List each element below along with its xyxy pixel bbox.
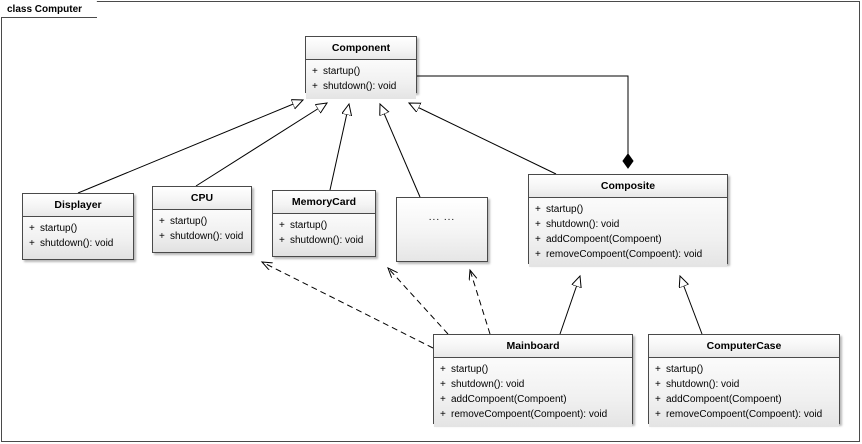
visibility-marker: + <box>29 238 35 249</box>
operation-signature: shutdown(): void <box>290 235 364 246</box>
visibility-marker: + <box>159 216 165 227</box>
class-box-memorycard[interactable] <box>272 190 376 257</box>
operation-signature: addCompoent(Compoent) <box>666 394 782 405</box>
visibility-marker: + <box>159 231 165 242</box>
operation-row <box>153 229 251 244</box>
operation-signature: removeCompoent(Compoent): void <box>546 249 703 260</box>
visibility-marker: + <box>279 220 285 231</box>
visibility-marker: + <box>655 394 661 405</box>
class-operations-displayer <box>23 217 133 256</box>
class-name-displayer: Displayer <box>23 194 133 217</box>
visibility-marker: + <box>535 204 541 215</box>
operation-signature: addCompoent(Compoent) <box>546 234 662 245</box>
operation-signature: startup() <box>546 204 584 215</box>
operation-row <box>23 236 133 251</box>
operation-row <box>529 202 727 217</box>
operation-row <box>153 214 251 229</box>
visibility-marker: + <box>535 249 541 260</box>
operation-signature: startup() <box>323 66 361 77</box>
visibility-marker: + <box>440 394 446 405</box>
class-operations-composite <box>529 198 727 267</box>
operation-signature: shutdown(): void <box>666 379 740 390</box>
operation-row <box>273 218 375 233</box>
operation-signature: startup() <box>666 364 704 375</box>
class-operations-cpu <box>153 210 251 249</box>
operation-signature: startup() <box>451 364 489 375</box>
visibility-marker: + <box>312 66 318 77</box>
ellipsis-label: ... ... <box>428 212 456 223</box>
operation-row <box>273 233 375 248</box>
class-name-memorycard: MemoryCard <box>273 191 375 214</box>
class-operations-memorycard <box>273 214 375 253</box>
operation-signature: shutdown(): void <box>451 379 525 390</box>
operation-row <box>649 377 839 392</box>
class-box-component[interactable] <box>305 36 417 93</box>
visibility-marker: + <box>535 219 541 230</box>
operation-row <box>649 407 839 422</box>
visibility-marker: + <box>655 379 661 390</box>
visibility-marker: + <box>279 235 285 246</box>
operation-row <box>434 362 632 377</box>
diagram-frame-label: class Computer <box>1 1 97 18</box>
class-box-computercase[interactable] <box>648 334 840 424</box>
ellipsis-placeholder-box[interactable] <box>396 197 488 262</box>
class-box-mainboard[interactable] <box>433 334 633 424</box>
operation-row <box>434 377 632 392</box>
visibility-marker: + <box>440 409 446 420</box>
operation-row <box>434 407 632 422</box>
operation-signature: removeCompoent(Compoent): void <box>666 409 823 420</box>
operation-signature: removeCompoent(Compoent): void <box>451 409 608 420</box>
operation-row <box>529 247 727 262</box>
operation-signature: startup() <box>290 220 328 231</box>
class-name-cpu: CPU <box>153 187 251 210</box>
class-name-computercase: ComputerCase <box>649 335 839 358</box>
class-name-composite: Composite <box>529 175 727 198</box>
operation-row <box>306 79 416 94</box>
operation-signature: shutdown(): void <box>170 231 244 242</box>
class-box-cpu[interactable] <box>152 186 252 253</box>
operation-signature: startup() <box>40 223 78 234</box>
visibility-marker: + <box>440 364 446 375</box>
operation-signature: startup() <box>170 216 208 227</box>
visibility-marker: + <box>312 81 318 92</box>
operation-signature: shutdown(): void <box>40 238 114 249</box>
operation-row <box>649 392 839 407</box>
visibility-marker: + <box>535 234 541 245</box>
class-box-composite[interactable] <box>528 174 728 264</box>
class-operations-mainboard <box>434 358 632 427</box>
class-name-component: Component <box>306 37 416 60</box>
operation-signature: shutdown(): void <box>323 81 397 92</box>
operation-row <box>529 217 727 232</box>
class-box-displayer[interactable] <box>22 193 134 260</box>
operation-signature: addCompoent(Compoent) <box>451 394 567 405</box>
operation-row <box>23 221 133 236</box>
operation-row <box>649 362 839 377</box>
operation-row <box>529 232 727 247</box>
visibility-marker: + <box>655 409 661 420</box>
visibility-marker: + <box>655 364 661 375</box>
operation-signature: shutdown(): void <box>546 219 620 230</box>
operation-row <box>434 392 632 407</box>
operation-row <box>306 64 416 79</box>
visibility-marker: + <box>29 223 35 234</box>
class-name-mainboard: Mainboard <box>434 335 632 358</box>
visibility-marker: + <box>440 379 446 390</box>
class-operations-computercase <box>649 358 839 427</box>
class-operations-component <box>306 60 416 99</box>
